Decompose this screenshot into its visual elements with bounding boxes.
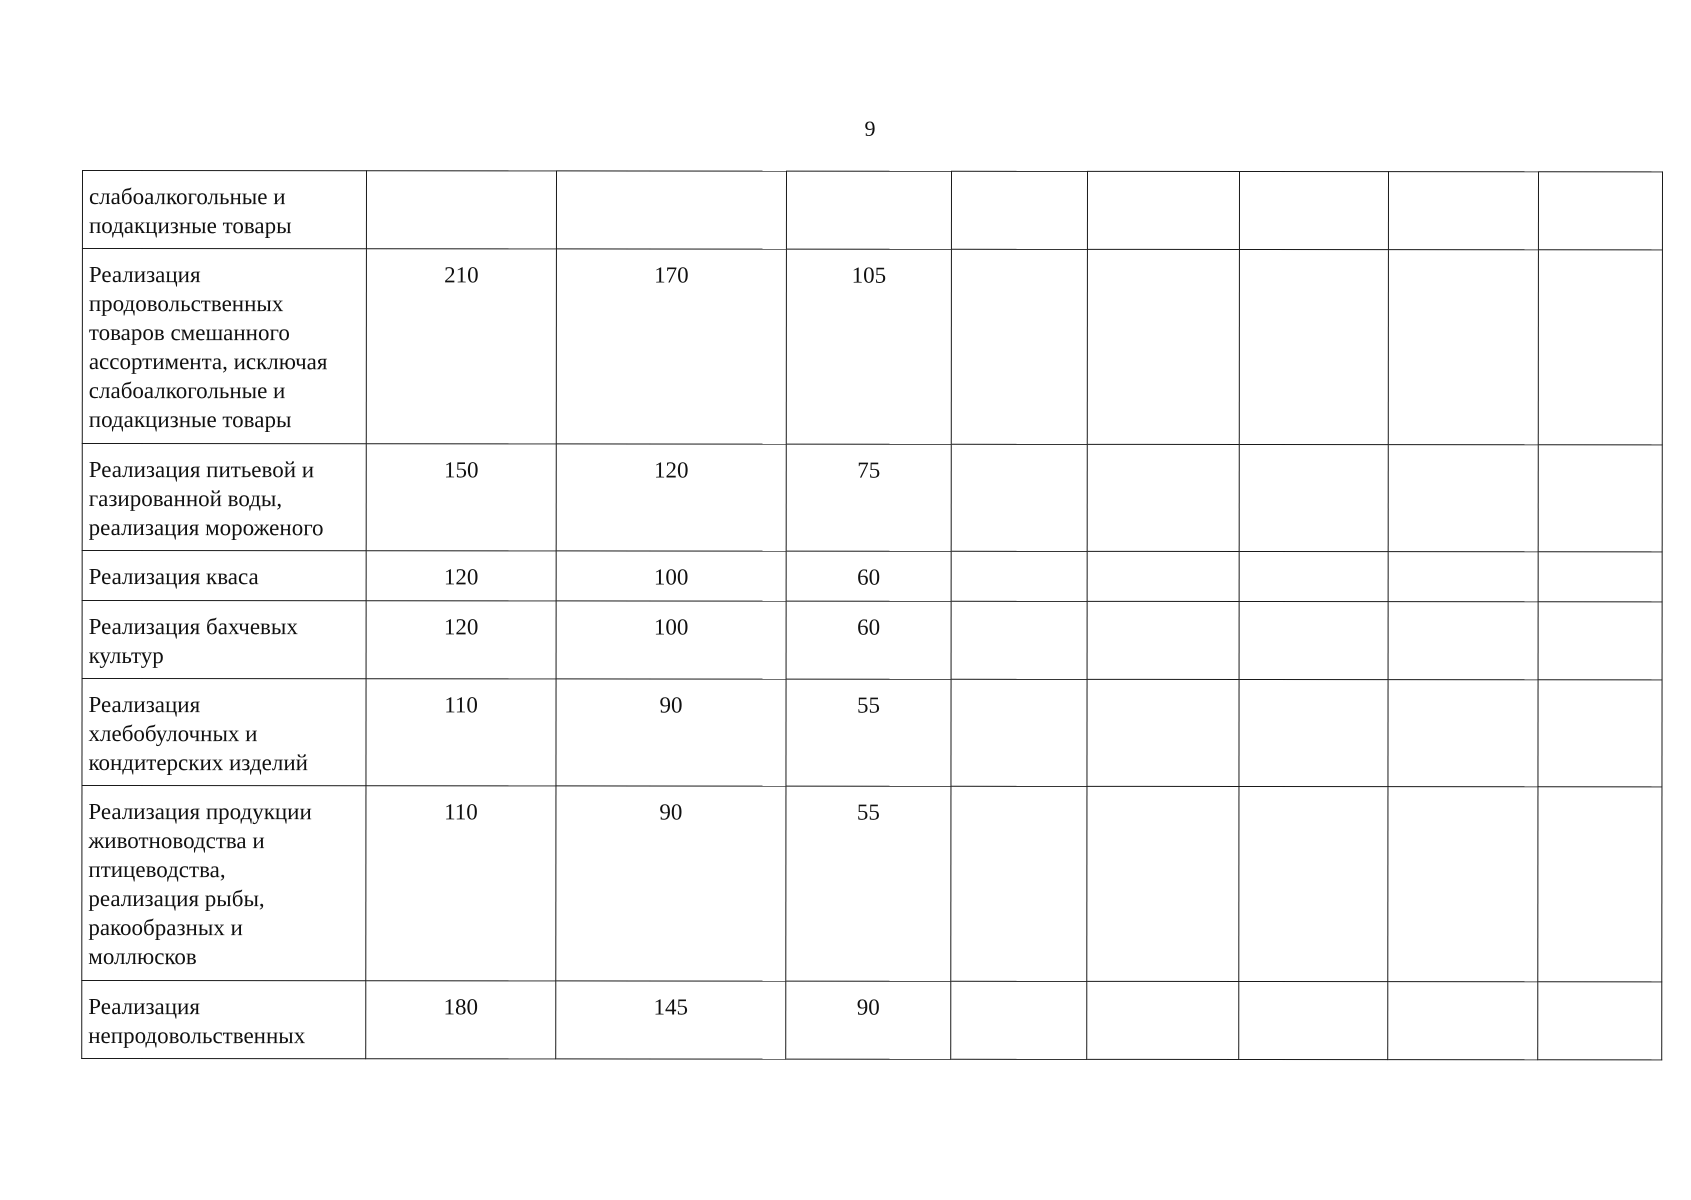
table-row [82, 444, 1662, 552]
empty-cell [1087, 679, 1239, 786]
empty-cell [1087, 786, 1239, 981]
empty-cell [1388, 787, 1538, 982]
empty-cell [1388, 602, 1538, 680]
empty-cell [951, 679, 1087, 786]
row-label-cell [82, 601, 366, 679]
row-label: слабоалкогольные и подакцизные товары [88, 184, 292, 239]
row-label-cell [82, 444, 366, 551]
value-cell: 110 [366, 679, 556, 786]
empty-cell [1087, 444, 1239, 551]
empty-cell [1538, 680, 1662, 787]
table-row [82, 551, 1662, 602]
empty-cell [951, 444, 1087, 551]
value-cell: 90 [556, 786, 786, 981]
empty-cell [1239, 602, 1388, 680]
value-cell: 105 [786, 249, 951, 444]
empty-cell [951, 786, 1087, 981]
page-number: 9 [864, 116, 876, 141]
rates-table [81, 170, 1663, 1060]
empty-cell [1388, 552, 1538, 602]
empty-cell [951, 551, 1087, 601]
value-cell: 120 [366, 551, 556, 601]
empty-cell [1239, 982, 1388, 1060]
row-label: Реализация питьевой и газированной воды, реализация мороженого [88, 457, 324, 541]
value-cell: 55 [786, 786, 951, 981]
table-row [82, 679, 1662, 787]
value-cell: 90 [556, 679, 786, 786]
empty-cell [1538, 602, 1662, 680]
value-cell: 150 [366, 444, 556, 551]
row-label-cell [82, 249, 366, 444]
row-label-cell [82, 786, 366, 981]
empty-cell [1239, 552, 1388, 602]
empty-cell [951, 171, 1087, 249]
value-cell: 210 [366, 249, 556, 444]
value-cell: 75 [786, 444, 951, 551]
empty-cell [1538, 787, 1662, 982]
empty-cell [951, 981, 1087, 1059]
row-label: Реализация продовольственных товаров смешанного ассортимента, исключая слабоалкогольные и подакцизные товары [88, 262, 328, 433]
value-cell: 90 [786, 981, 951, 1059]
value-cell [786, 171, 951, 249]
empty-cell [1388, 982, 1538, 1060]
empty-cell [1239, 445, 1388, 552]
row-label: Реализация хлебобулочных и кондитерских изделий [88, 692, 309, 776]
empty-cell [1538, 982, 1662, 1060]
empty-cell [1538, 250, 1662, 445]
table-row [82, 786, 1662, 982]
value-cell: 120 [556, 444, 786, 551]
empty-cell [1087, 601, 1239, 679]
empty-cell [1388, 250, 1538, 445]
empty-cell [1239, 680, 1388, 787]
table-row [82, 601, 1662, 680]
value-cell [556, 171, 786, 249]
empty-cell [1239, 250, 1388, 445]
value-cell: 60 [786, 601, 951, 679]
value-cell: 100 [556, 601, 786, 679]
row-label-cell [82, 171, 366, 249]
value-cell: 120 [366, 601, 556, 679]
empty-cell [1388, 680, 1538, 787]
table-row [82, 171, 1662, 250]
empty-cell [1087, 981, 1239, 1059]
value-cell: 170 [556, 249, 786, 444]
empty-cell [1538, 445, 1662, 552]
row-label: Реализация бахчевых культур [88, 614, 298, 669]
row-label-cell [82, 551, 366, 601]
row-label: Реализация непродовольственных [88, 994, 306, 1049]
value-cell: 180 [366, 981, 556, 1059]
value-cell: 60 [786, 551, 951, 601]
value-cell: 110 [366, 786, 556, 981]
empty-cell [1239, 787, 1388, 982]
empty-cell [951, 601, 1087, 679]
value-cell [366, 171, 556, 249]
table-row [82, 981, 1662, 1060]
empty-cell [1239, 172, 1388, 250]
value-cell: 55 [786, 679, 951, 786]
table-row [82, 249, 1662, 445]
value-cell: 145 [556, 981, 786, 1059]
row-label: Реализация кваса [88, 564, 259, 590]
empty-cell [1388, 445, 1538, 552]
row-label: Реализация продукции животноводства и птицеводства, реализация рыбы, ракообразных и моллюсков [88, 799, 312, 970]
empty-cell [1538, 552, 1662, 602]
empty-cell [1388, 172, 1538, 250]
empty-cell [1087, 551, 1239, 601]
row-label-cell [82, 679, 366, 786]
row-label-cell [82, 981, 366, 1059]
value-cell: 100 [556, 551, 786, 601]
empty-cell [1538, 172, 1662, 250]
empty-cell [1087, 171, 1239, 249]
empty-cell [1087, 249, 1239, 444]
empty-cell [951, 249, 1087, 444]
